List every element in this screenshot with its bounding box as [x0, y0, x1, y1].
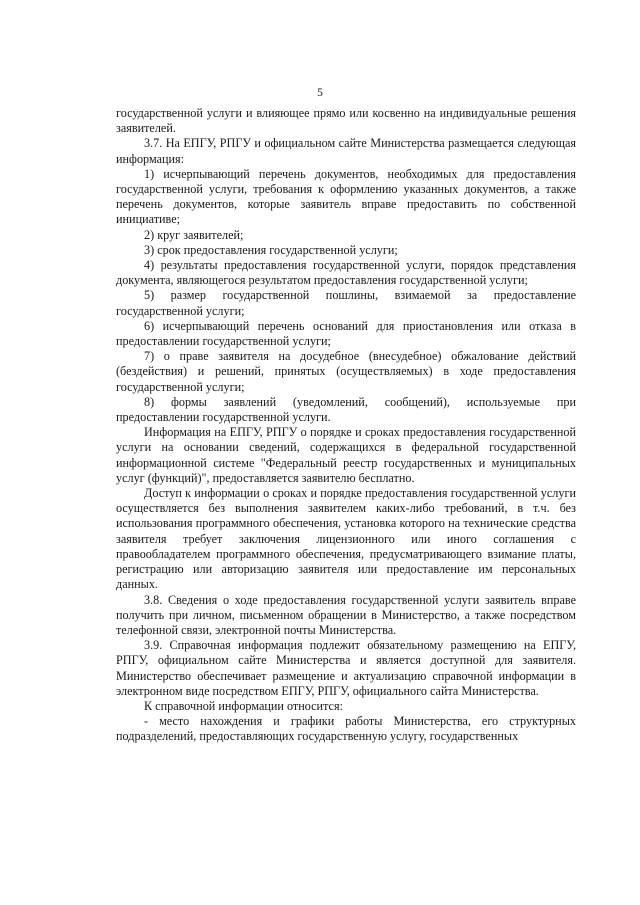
list-item-5: 5) размер государственной пошлины, взимаемой за предоставление государственной услуги;	[116, 288, 576, 318]
list-item-6: 6) исчерпывающий перечень оснований для приостановления или отказа в предоставлении государственной услуги;	[116, 318, 576, 349]
list-item-4: 4) результаты предоставления государственной услуги, порядок представления документа, являющегося результатом предоставления государственной услуги;	[116, 258, 576, 288]
paragraph-location: - место нахождения и графики работы Министерства, его структурных подразделений, предоставляющих государственную услугу, государственных	[116, 714, 576, 744]
list-item-1: 1) исчерпывающий перечень документов, необходимых для предоставления государственной услуги, требования к оформлению указанных документов, а также перечень документов, которые заявитель вправе предоставить по собственной инициативе;	[116, 166, 576, 227]
paragraph-reference-info: К справочной информации относится:	[144, 698, 343, 713]
paragraph-3-9: 3.9. Справочная информация подлежит обязательному размещению на ЕПГУ, РПГУ, официальном сайте Министерства и является доступной для заявителя. Министерство обеспечивает размещение и актуализацию справочной информации в электронном виде посредством ЕПГУ, РПГУ, официального сайта Министерства.	[116, 638, 576, 698]
paragraph-3-7: 3.7. На ЕПГУ, РПГУ и официальном сайте Министерства размещается следующая информация:	[116, 136, 576, 166]
list-item-3: 3) срок предоставления государственной услуги;	[144, 242, 398, 257]
paragraph-3-8: 3.8. Сведения о ходе предоставления государственной услуги заявитель вправе получить при личном, письменном обращении в Министерство, а также посредством телефонной связи, электронной почты Министерства.	[116, 592, 576, 637]
paragraph-info-epgu: Информация на ЕПГУ, РПГУ о порядке и сроках предоставления государственной услуги на основании сведений, содержащихся в федеральной государственной информационной системе "Федеральный реестр государственных и муниципальных услуг (функций)", предоставляется заявителю бесплатно.	[116, 425, 576, 485]
list-item-2: 2) круг заявителей;	[144, 227, 244, 242]
paragraph-access: Доступ к информации о сроках и порядке предоставления государственной услуги осуществляется без выполнения заявителем каких-либо требований, в т.ч. без использования программного обеспечения, установка которого на технические средства заявителя требует заключения лицензионного или иного соглашения с правообладателем программного обеспечения, предусматривающего взимание платы, регистрацию или авторизацию заявителя или предоставление им персональных данных.	[116, 486, 576, 592]
list-item-8: 8) формы заявлений (уведомлений, сообщений), используемые при предоставлении государственной услуги.	[116, 394, 576, 425]
paragraph-continuation: государственной услуги и влияющее прямо или косвенно на индивидуальные решения заявителей.	[116, 106, 576, 136]
page-number: 5	[317, 87, 323, 99]
document-body	[116, 106, 576, 745]
list-item-7: 7) о праве заявителя на досудебное (внесудебное) обжалование действий (бездействия) и решений, принятых (осуществляемых) в ходе предоставления государственной услуги;	[116, 349, 576, 394]
